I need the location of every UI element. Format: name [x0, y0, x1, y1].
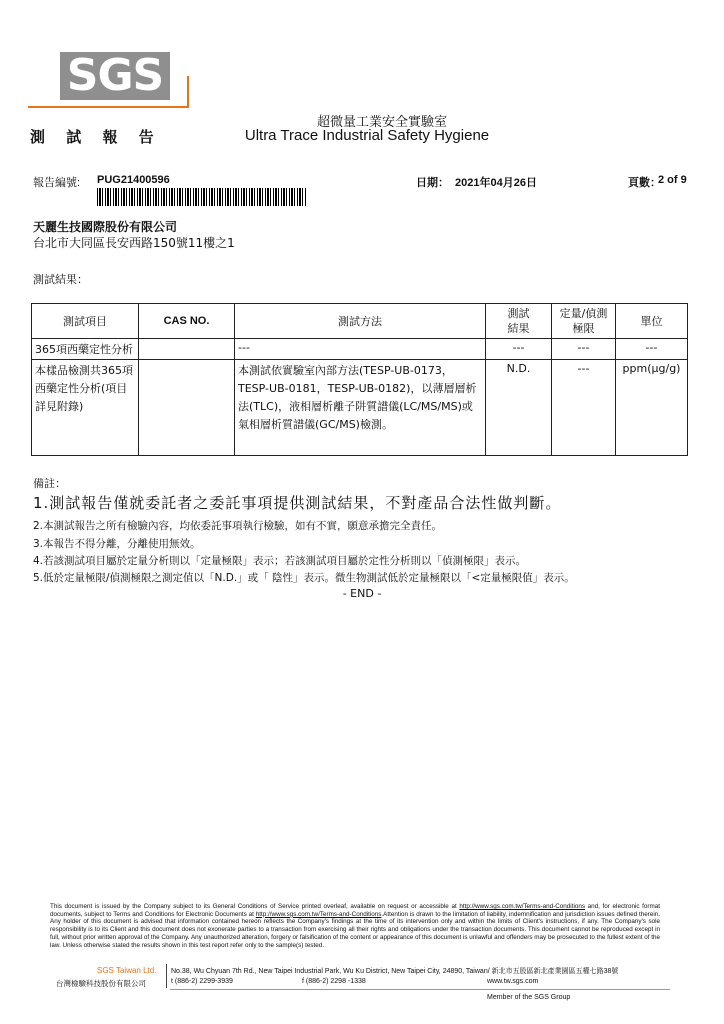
- footer-divider: [166, 964, 167, 988]
- terms-link-electronic[interactable]: http://www.sgs.com.tw/Terms-and-Conditions: [255, 910, 382, 918]
- end-marker: - END -: [342, 587, 382, 600]
- client-name: 天麗生技國際股份有限公司: [33, 220, 178, 234]
- note-item: 4.若該測試項目屬於定量分析則以「定量極限」表示；若該測試項目屬於定性分析則以「偵測極限」表示。: [33, 555, 527, 567]
- cell-limit: ---: [552, 360, 616, 456]
- report-date: 2021年04月26日: [455, 177, 537, 189]
- footer-website[interactable]: www.tw.sgs.com: [487, 978, 539, 985]
- table-row: [32, 360, 688, 456]
- cell-item: 365項西藥定性分析: [32, 339, 139, 360]
- terms-link[interactable]: http://www.sgs.com.tw/Terms-and-Conditions: [459, 903, 585, 910]
- disclaimer-text: This document is issued by the Company subject to its General Conditions of Service printed overleaf, available on request or accessible at http://www.sgs.com.tw/Terms-and-Conditions and, for electronic format documents, subject to Terms and Conditions for Electronic Documents at http://www.sgs.com.tw/Terms-and-Conditions.Attention is drawn to the limitation of liability, indemnification and jurisdiction issues defined therein. Any holder of this document is advised that information contained hereon reflects the Company's findings at the time of its intervention only and within the limits of Client's instructions, if any. The Company's sole responsibility is to its Client and this document does not exonerate parties to a transaction from exercising all their rights and obligations under the transaction documents. This document cannot be reproduced except in full, without prior written approval of the Company. Any unauthorized alteration, forgery or falsification of the content or appearance of this document is unlawful and offenders may be prosecuted to the fullest extent of the law. Unless otherwise stated the results shown in this test report refer only to the sample(s) tested.: [50, 903, 660, 949]
- client-address: 台北市大同區長安西路150號11樓之1: [33, 236, 235, 250]
- lab-name-zh: 超微量工業安全實驗室: [316, 115, 447, 130]
- cell-item: 本樣品檢測共365項西藥定性分析(項目詳見附錄): [32, 360, 139, 456]
- footer-company-zh: 台灣檢驗科技股份有限公司: [56, 979, 146, 988]
- footer-rule: [170, 989, 670, 990]
- logo-underline: [28, 106, 188, 108]
- page-number: 2 of 9: [658, 174, 687, 186]
- footer-member: Member of the SGS Group: [487, 994, 571, 1001]
- table-row: [32, 339, 688, 360]
- footer-company-en: SGS Taiwan Ltd.: [97, 966, 157, 975]
- barcode: [97, 188, 307, 206]
- notes-label: 備註：: [33, 477, 66, 490]
- header-limit: 定量/偵測 極限: [552, 304, 616, 339]
- lab-name-en: Ultra Trace Industrial Safety Hygiene: [244, 127, 490, 144]
- cell-method: 本測試依實驗室內部方法(TESP-UB-0173，TESP-UB-0181，TESP-UB-0182)，以薄層層析法(TLC)，液相層析離子阱質譜儀(LC/MS/MS)或氣相層析質譜儀(GC/MS)檢測。: [235, 360, 486, 456]
- header-method: 測試方法: [235, 304, 486, 339]
- cell-cas: [139, 360, 235, 456]
- sgs-logo: SGS: [60, 52, 170, 100]
- header-unit: 單位: [616, 304, 688, 339]
- cell-unit: ppm(μg/g): [616, 360, 688, 456]
- report-no-label: 報告編號:: [33, 177, 81, 189]
- logo-vertical-line: [187, 76, 189, 108]
- cell-limit: ---: [552, 339, 616, 360]
- cell-result: N.D.: [486, 360, 552, 456]
- cell-method: ---: [235, 339, 486, 360]
- header-item: 測試項目: [32, 304, 139, 339]
- date-label: 日期：: [416, 177, 449, 189]
- table-header-row: [32, 304, 688, 339]
- note-item: 2.本測試報告之所有檢驗內容，均依委託事項執行檢驗，如有不實，願意承擔完全責任。: [33, 520, 443, 532]
- header-result: 測試 結果: [486, 304, 552, 339]
- cell-cas: [139, 339, 235, 360]
- page-label: 頁數：: [628, 177, 661, 189]
- note-item: 3.本報告不得分離，分離使用無效。: [33, 538, 201, 550]
- footer-address: No.38, Wu Chyuan 7th Rd., New Taipei Industrial Park, Wu Ku District, New Taipei City, 24890, Taiwan/ 新北市五股區新北產業園區五權七路38號: [171, 968, 619, 975]
- footer-telephone: t (886-2) 2299-3939: [171, 978, 233, 985]
- note-item: 1.測試報告僅就委託者之委託事項提供測試結果，不對產品合法性做判斷。: [33, 494, 562, 512]
- document-title: 測 試 報 告: [30, 128, 162, 146]
- cell-unit: ---: [616, 339, 688, 360]
- header-cas: CAS NO.: [139, 304, 235, 339]
- cell-result: ---: [486, 339, 552, 360]
- report-no: PUG21400596: [97, 174, 170, 186]
- results-label: 測試結果：: [33, 273, 88, 286]
- results-table: [31, 303, 688, 456]
- footer-fax: f (886-2) 2298 -1338: [302, 978, 366, 985]
- note-item: 5.低於定量極限/偵測極限之測定值以「N.D.」或「 陰性」表示。微生物測試低於定量極限以「<定量極限值」表示。: [33, 572, 575, 584]
